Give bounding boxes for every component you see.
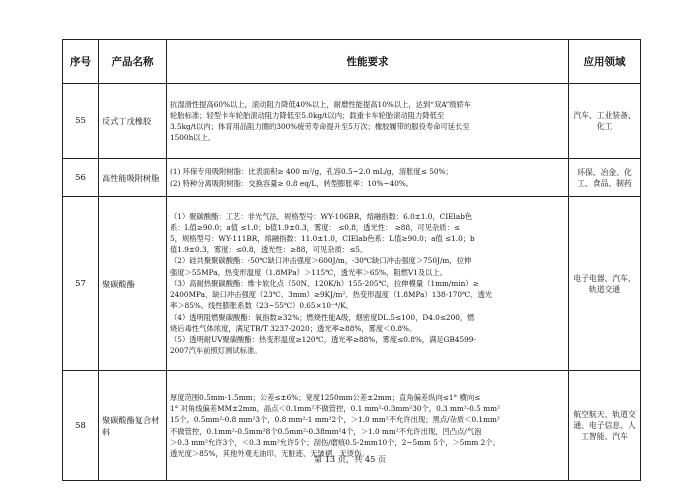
performance-line: 3.5kg/t以内；体育用品阻力圈的300%疲劳寿命提升至5万次；橡胶履带的服役寿命可延长至 <box>170 122 470 131</box>
row-application: 电子电器、汽车、轨道交通 <box>569 197 641 371</box>
performance-line: (1) 环保专用吸附树脂：比表面积≥ 400 m²/g，孔容0.5~2.0 mL/g，溶胀度≤ 50%； <box>170 167 453 177</box>
performance-line: 15个，0.5mm²-0.8 mm²3个，0.8 mm²-1 mm²2个，＞1.0 mm²不允许出现；黑点/杂质＜0.1mm² <box>170 415 500 425</box>
performance-line: 系：L值≥90.0；a值 ≤1.0；b值1.9±0.3，雾度： ≤0.8，透光性： ≥88，可见杂质：≤ <box>170 222 460 232</box>
table-header-row <box>63 40 641 84</box>
performance-line: 透光度＞85%，其他外观无油印、无脏迹、无皱褶、无烫伤。 <box>170 448 369 458</box>
header-performance: 性能要求 <box>167 40 569 84</box>
performance-line: 值1.9±0.3，雾度：≤0.8，透光性：≥88，可见杂质：≤5。 <box>170 245 368 255</box>
performance-line: 强度＞55MPa，热变形温度（1.8MPa）＞115℃，透光率＞65%，阻燃V1及以上。 <box>170 267 448 277</box>
performance-line: 不做管控，0.1mm²-0.5mm²8个0.5mm²-0.38mm²4个，＞1.0 mm²不允许出现，凹凸点/气泡 <box>170 426 482 436</box>
performance-line: 烧后毒性气体浓度，满足TB/T 3237-2020；透光率≥88%，雾度＜0.8%。 <box>170 323 417 333</box>
row-product-name: 反式丁戊橡胶 <box>99 84 167 159</box>
performance-line: （2）硅共聚聚碳酸酯：-50℃缺口冲击强度＞600J/m，-30℃缺口冲击强度＞750J/m，拉伸 <box>170 256 472 266</box>
performance-line: （5）透明耐UV聚碳酸酯：热变形温度≥120℃，透光率≥88%，雾度≤0.8%，满足GB4599- <box>170 334 476 344</box>
row-application: 环保、冶金、化工、食品、制药 <box>569 159 641 197</box>
row-index: 56 <box>63 159 99 197</box>
table-row <box>63 197 641 371</box>
row-application: 汽车、工业装备、化工 <box>569 84 641 159</box>
performance-line: （3）高耐热聚碳酸酯：维卡软化点（50N、120K/h）155-205℃，拉伸模量（1mm/min）≥ <box>170 278 479 288</box>
performance-line: (2) 特种分离吸附树脂：交换容量≥ 0.8 eq/L，转型膨胀率：10%~40%。 <box>170 178 414 188</box>
performance-line: 5，规格型号：WY-111BR，熔融指数：11.0±1.0，CIElab色系：L值≥90.0；a值 ≤1.0；b <box>170 234 475 244</box>
row-product-name: 聚碳酸酯 <box>99 197 167 371</box>
performance-line: （4）透明阻燃聚碳酸酯：氧指数≥32%；燃烧性能A级，烟密度DL.5≤100，D4.0≤200，燃 <box>170 312 475 322</box>
product-table <box>62 39 641 481</box>
header-index: 序号 <box>63 40 99 84</box>
page-footer: 第 13 页，共 45 页 <box>313 454 387 464</box>
performance-line: 轮胎标准；轻型卡车轮胎滚动阻力降低至5.0kg/t以内；载重卡车轮胎滚动阻力降低至 <box>170 110 445 120</box>
row-index: 58 <box>63 371 99 481</box>
performance-line: 1500h以上。 <box>170 133 216 143</box>
row-application: 航空航天、轨道交通、电子信息、人工智能、汽车 <box>569 371 641 481</box>
row-index: 57 <box>63 197 99 371</box>
performance-line: 1° 对角线偏差MM±2mm，晶点＜0.1mm²不做管控，0.1 mm²-0.3mm²30个，0.3 mm²-0.5 mm² <box>170 404 500 414</box>
row-performance <box>167 159 569 197</box>
performance-line: 厚度范围0.5mm-1.5mm；公差≤±6%；宽度1250mm公差±2mm；直角偏差纵向≤1° 横向≤ <box>170 392 481 402</box>
header-application: 应用领域 <box>569 40 641 84</box>
row-product-name: 聚碳酸酯复合材料 <box>99 371 167 481</box>
performance-line: 2400MPa、缺口冲击强度（23℃、3mm）≥9KJ/m²、热变形温度（1.8MPa）138-170℃、透光 <box>170 290 493 300</box>
row-performance <box>167 197 569 371</box>
performance-line: 率＞85%、线性膨胀系数（23~55℃）0.65×10⁻⁴/K。 <box>170 301 353 311</box>
performance-line: 2007汽车前照灯测试标准。 <box>170 346 262 356</box>
table-row <box>63 159 641 197</box>
performance-line: ＞0.3 mm²允许3个，＜0.3 mm²允许5个；刮伤/磨痕0.5-2mm10个，2~5mm 5个，＞5mm 2个。 <box>170 437 500 447</box>
header-name: 产品名称 <box>99 40 167 84</box>
performance-line: （1）聚碳酸酯：工艺：非光气法，规格型号：WY-106BR，熔融指数：6.0±1.0，CIElab色 <box>170 211 473 221</box>
row-index: 55 <box>63 84 99 159</box>
row-product-name: 高性能吸附树脂 <box>99 159 167 197</box>
performance-line: 抗湿滑性提高60%以上，滚动阻力降低40%以上，耐磨性能提高10%以上，达到“双A”级轿车 <box>170 99 472 109</box>
row-performance <box>167 84 569 159</box>
table-row <box>63 84 641 159</box>
